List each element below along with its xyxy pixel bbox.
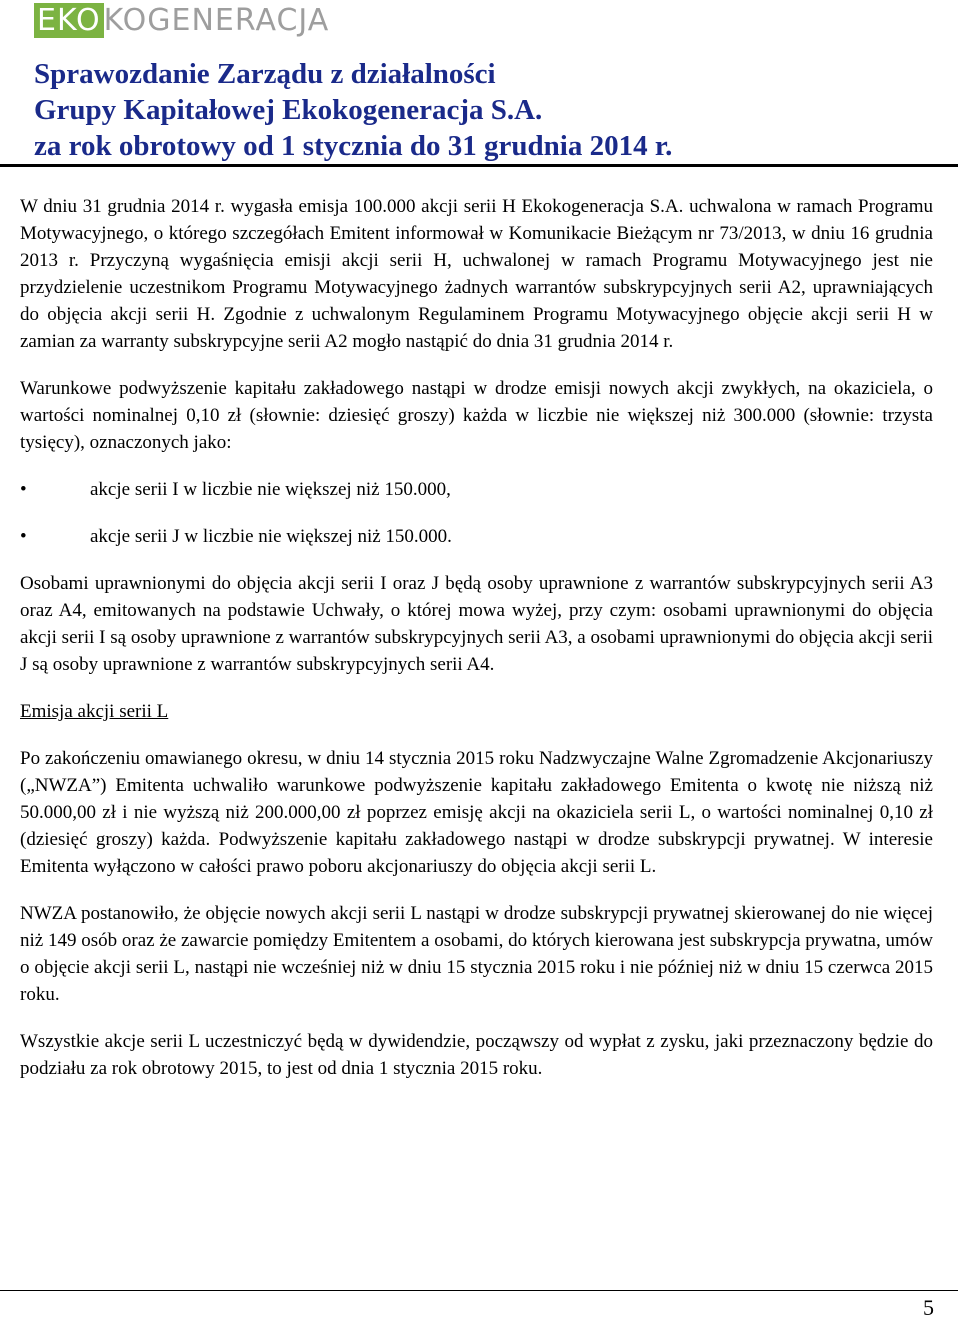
list-item <box>20 476 933 503</box>
list-item-text: akcje serii I w liczbie nie większej niż 150.000, <box>90 479 451 500</box>
header-divider <box>0 164 958 167</box>
share-series-list <box>20 476 933 550</box>
title-line-3: za rok obrotowy od 1 stycznia do 31 grudnia 2014 r. <box>34 130 673 162</box>
report-title <box>34 56 672 164</box>
list-item-text: akcje serii J w liczbie nie większej niż 150.000. <box>90 526 452 547</box>
logo-eko: EKO <box>34 3 104 38</box>
bullet-icon: • <box>20 526 27 547</box>
title-line-2: Grupy Kapitałowej Ekokogeneracja S.A. <box>34 94 543 126</box>
logo-rest: KOGENERACJA <box>103 3 330 38</box>
paragraph-dividend: Wszystkie akcje serii L uczestniczyć będą w dywidendzie, począwszy od wypłat z zysku, jaki przeznaczony będzie do podziału za rok obrotowy 2015, to jest od dnia 1 stycznia 2015 roku. <box>20 1031 933 1079</box>
title-line-1: Sprawozdanie Zarządu z działalności <box>34 58 496 90</box>
page-number: 5 <box>923 1295 934 1320</box>
document-body <box>20 193 933 1082</box>
bullet-icon: • <box>20 479 27 500</box>
logo-wordmark <box>34 4 329 38</box>
section-heading-series-l: Emisja akcji serii L <box>20 701 169 722</box>
list-item <box>20 523 933 550</box>
paragraph-entitled-persons: Osobami uprawnionymi do objęcia akcji serii I oraz J będą osoby uprawnione z warrantów subskrypcyjnych serii A3 oraz A4, emitowanych na podstawie Uchwały, o której mowa wyżej, przy czym: osobami uprawnionymi do objęcia akcji serii I są osoby uprawnione z warrantów subskrypcyjnych serii A3, a osobami uprawnionymi do objęcia akcji serii J są osoby uprawnione z warrantów subskrypcyjnych serii A4. <box>20 573 933 675</box>
paragraph-nwza-resolution: Po zakończeniu omawianego okresu, w dniu 14 stycznia 2015 roku Nadzwyczajne Walne Zgromadzenie Akcjonariuszy („NWZA”) Emitenta uchwaliło warunkowe podwyższenie kapitału zakładowego Emitenta o kwotę nie niższą niż 50.000,00 zł i nie wyższą niż 200.000,00 zł poprzez emisję akcji na okaziciela serii L, o wartości nominalnej 0,10 zł (dziesięć groszy) każda. Podwyższenie kapitału zakładowego nastąpi w drodze subskrypcji prywatnej. W interesie Emitenta wyłączono w całości prawo poboru akcjonariuszy do objęcia akcji serii L. <box>20 748 933 877</box>
footer-divider <box>0 1290 958 1291</box>
company-logo <box>34 4 329 38</box>
paragraph-private-subscription: NWZA postanowiło, że objęcie nowych akcji serii L nastąpi w drodze subskrypcji prywatnej skierowanej do nie więcej niż 149 osób oraz że zawarcie pomiędzy Emitentem a osobami, do których kierowana jest subskrypcja prywatna, umów o objęcie akcji serii L, nastąpi nie wcześniej niż w dniu 15 stycznia 2015 roku i nie później niż w dniu 15 czerwca 2015 roku. <box>20 903 933 1005</box>
paragraph-conditional-increase: Warunkowe podwyższenie kapitału zakładowego nastąpi w drodze emisji nowych akcji zwykłych, na okaziciela, o wartości nominalnej 0,10 zł (słownie: dziesięć groszy) każda w liczbie nie większej niż 300.000 (słownie: trzysta tysięcy), oznaczonych jako: <box>20 378 933 453</box>
paragraph-h-series-expiry: W dniu 31 grudnia 2014 r. wygasła emisja 100.000 akcji serii H Ekokogeneracja S.A. uchwalona w ramach Programu Motywacyjnego, o którego szczegółach Emitent informował w Komunikacie Bieżącym nr 73/2013, w dniu 16 grudnia 2013 r. Przyczyną wygaśnięcia emisji akcji serii H, uchwalonej w ramach Programu Motywacyjnego jest nie przydzielenie uczestnikom Programu Motywacyjnego żadnych warrantów subskrypcyjnych serii A2, uprawniających do objęcia akcji serii H. Zgodnie z uchwalonym Regulaminem Programu Motywacyjnego objęcie akcji serii H w zamian za warranty subskrypcyjne serii A2 mogło nastąpić do dnia 31 grudnia 2014 r. <box>20 196 933 352</box>
